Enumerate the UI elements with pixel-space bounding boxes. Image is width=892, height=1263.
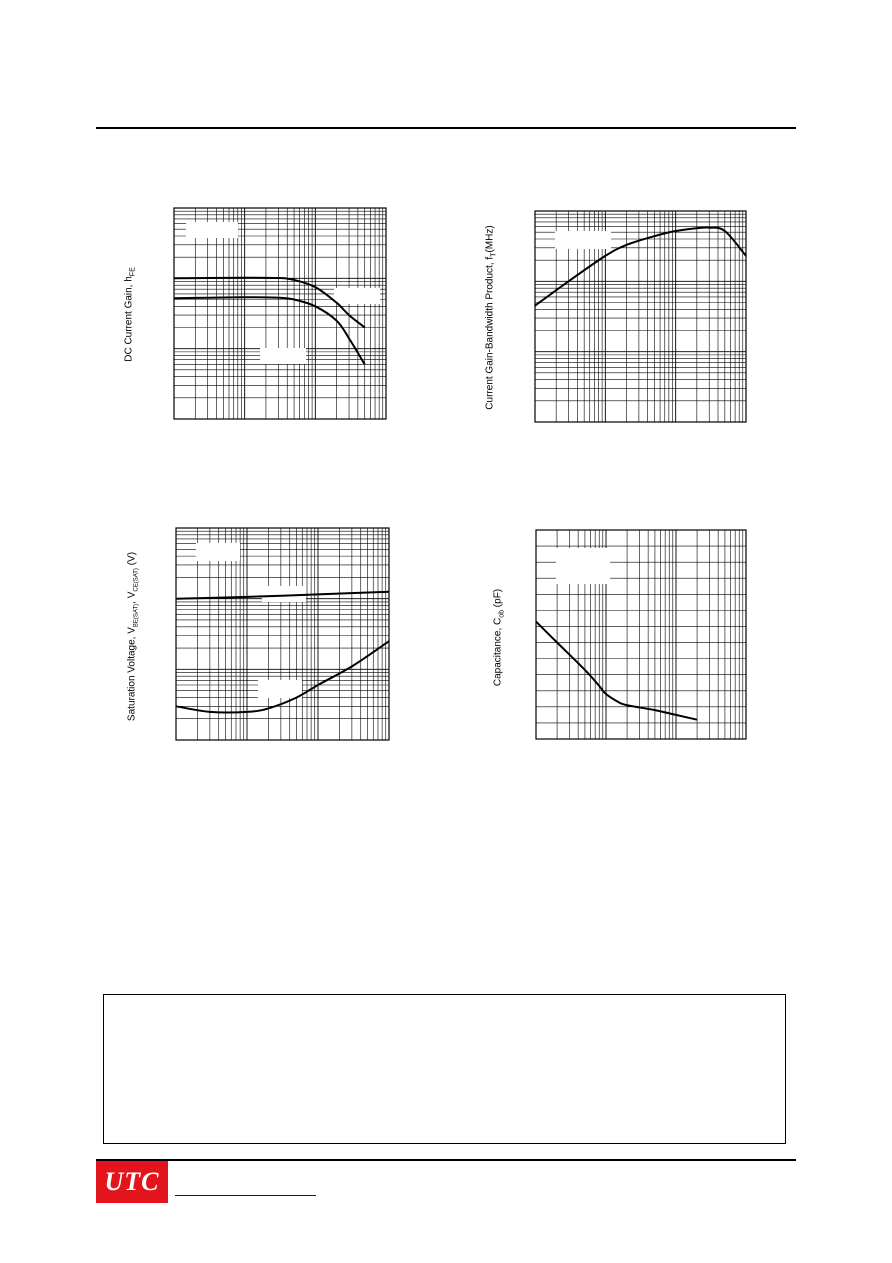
chart-dc-current-gain-plot xyxy=(174,208,386,419)
ylabel-gain-bandwidth: Current Gain-Bandwidth Product, $f_T(MHz)$ xyxy=(484,225,498,410)
series-line-2 xyxy=(176,641,389,712)
footer-rule xyxy=(96,1159,796,1161)
header-rule xyxy=(96,127,796,129)
chart-capacitance xyxy=(536,530,746,739)
notice-box xyxy=(103,994,786,1144)
ylabel-capacitance: Capacitance, $C_{ob}$ (pF) xyxy=(492,588,506,687)
label-box xyxy=(186,222,238,238)
grid xyxy=(174,208,386,419)
chart-saturation-voltage-plot xyxy=(176,528,389,740)
label-box xyxy=(556,548,610,584)
chart-capacitance-plot xyxy=(536,530,746,739)
label-box xyxy=(262,586,306,602)
chart-saturation-voltage xyxy=(176,528,389,740)
label-box xyxy=(258,680,302,698)
chart-dc-current-gain xyxy=(174,208,386,419)
ylabel-dc-current-gain: DC Current Gain, $h_{FE}$ xyxy=(123,267,137,362)
utc-logo: UTC xyxy=(96,1161,168,1203)
label-box xyxy=(260,348,306,364)
chart-gain-bandwidth-plot xyxy=(535,211,746,422)
plot-frame xyxy=(174,208,386,419)
ylabel-saturation-voltage: Saturation Voltage, $V_{BE(SAT)}$, $V_{CE(SAT)}$ (V) xyxy=(126,551,140,722)
chart-gain-bandwidth xyxy=(535,211,746,422)
label-box xyxy=(196,543,240,561)
label-box xyxy=(334,288,380,304)
label-box xyxy=(555,231,611,249)
website-link-underline[interactable] xyxy=(175,1195,316,1196)
